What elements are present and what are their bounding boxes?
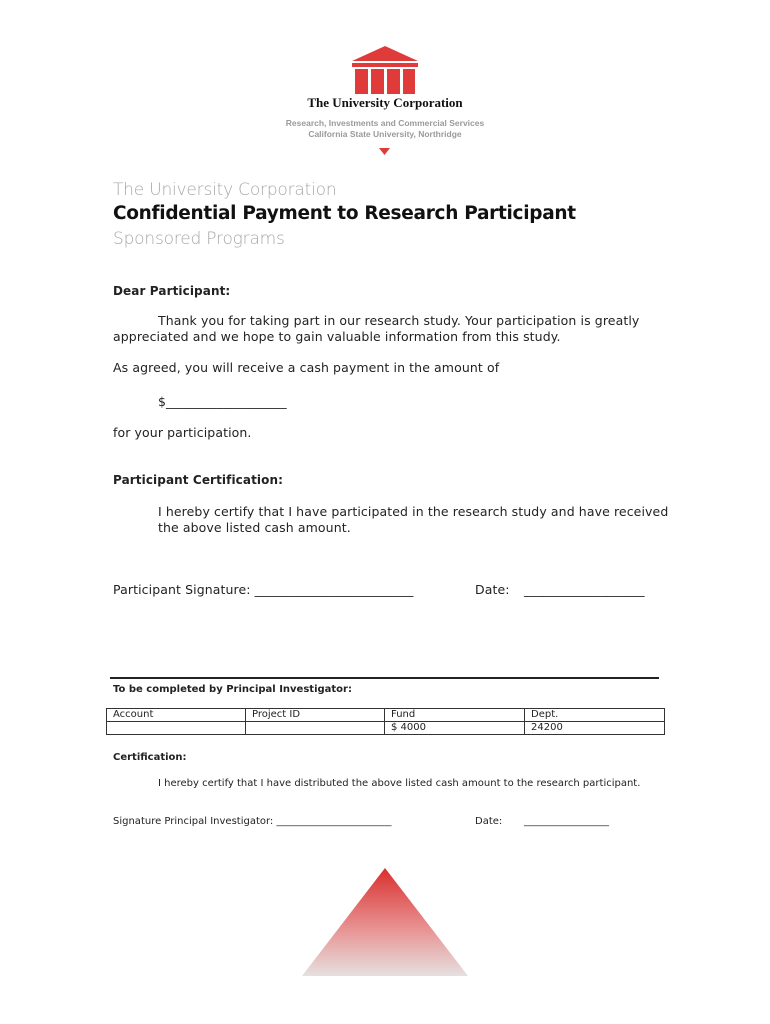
project-id-cell[interactable] xyxy=(246,722,385,735)
table-value-row xyxy=(107,722,665,735)
pillared-building-logo xyxy=(352,46,418,94)
down-triangle-icon xyxy=(379,148,390,155)
amount-field[interactable]: $___________________ xyxy=(158,394,287,409)
project-id-header: Project ID xyxy=(246,709,385,722)
org-subtitle-line1: Research, Investments and Commercial Services xyxy=(285,118,485,128)
fund-header: Fund xyxy=(385,709,525,722)
participant-cert-line1: I hereby certify that I have participated in the research study and have received xyxy=(158,504,669,519)
participant-date-label: Date: xyxy=(475,582,510,597)
participant-signature-field[interactable]: Participant Signature: _________________________ xyxy=(113,582,414,597)
salutation: Dear Participant: xyxy=(113,284,231,298)
account-header: Account xyxy=(107,709,246,722)
pi-date-label: Date: xyxy=(475,816,503,827)
participant-date-field[interactable]: ___________________ xyxy=(524,582,645,597)
thanks-line2: appreciated and we hope to gain valuable information from this study. xyxy=(113,329,561,344)
thanks-line1: Thank you for taking part in our research study. Your participation is greatly xyxy=(158,313,640,328)
pi-cert-text: I hereby certify that I have distributed the above listed cash amount to the research participant. xyxy=(158,778,641,789)
pi-signature-field[interactable]: Signature Principal Investigator: _______________________ xyxy=(113,816,392,827)
participation-line: for your participation. xyxy=(113,425,252,440)
pi-cert-heading: Certification: xyxy=(113,752,187,763)
decorative-triangle-icon xyxy=(302,868,468,978)
title-department: Sponsored Programs xyxy=(113,229,285,249)
page-title: Confidential Payment to Research Participant xyxy=(113,203,576,224)
participant-cert-heading: Participant Certification: xyxy=(113,473,284,487)
pi-date-field[interactable]: _________________ xyxy=(524,816,609,827)
pi-section-heading: To be completed by Principal Investigator: xyxy=(113,684,352,695)
org-name: The University Corporation xyxy=(307,95,463,110)
payment-statement: As agreed, you will receive a cash payment in the amount of xyxy=(113,360,500,375)
dept-cell[interactable]: 24200 xyxy=(525,722,665,735)
org-subtitle-line2: California State University, Northridge xyxy=(308,129,462,139)
table-header-row xyxy=(107,709,665,722)
fund-cell[interactable]: $ 4000 xyxy=(385,722,525,735)
participant-cert-line2: the above listed cash amount. xyxy=(158,520,351,535)
fund-table xyxy=(106,708,665,735)
title-org: The University Corporation xyxy=(113,180,337,200)
section-divider xyxy=(110,677,659,679)
dept-header: Dept. xyxy=(525,709,665,722)
account-cell[interactable] xyxy=(107,722,246,735)
